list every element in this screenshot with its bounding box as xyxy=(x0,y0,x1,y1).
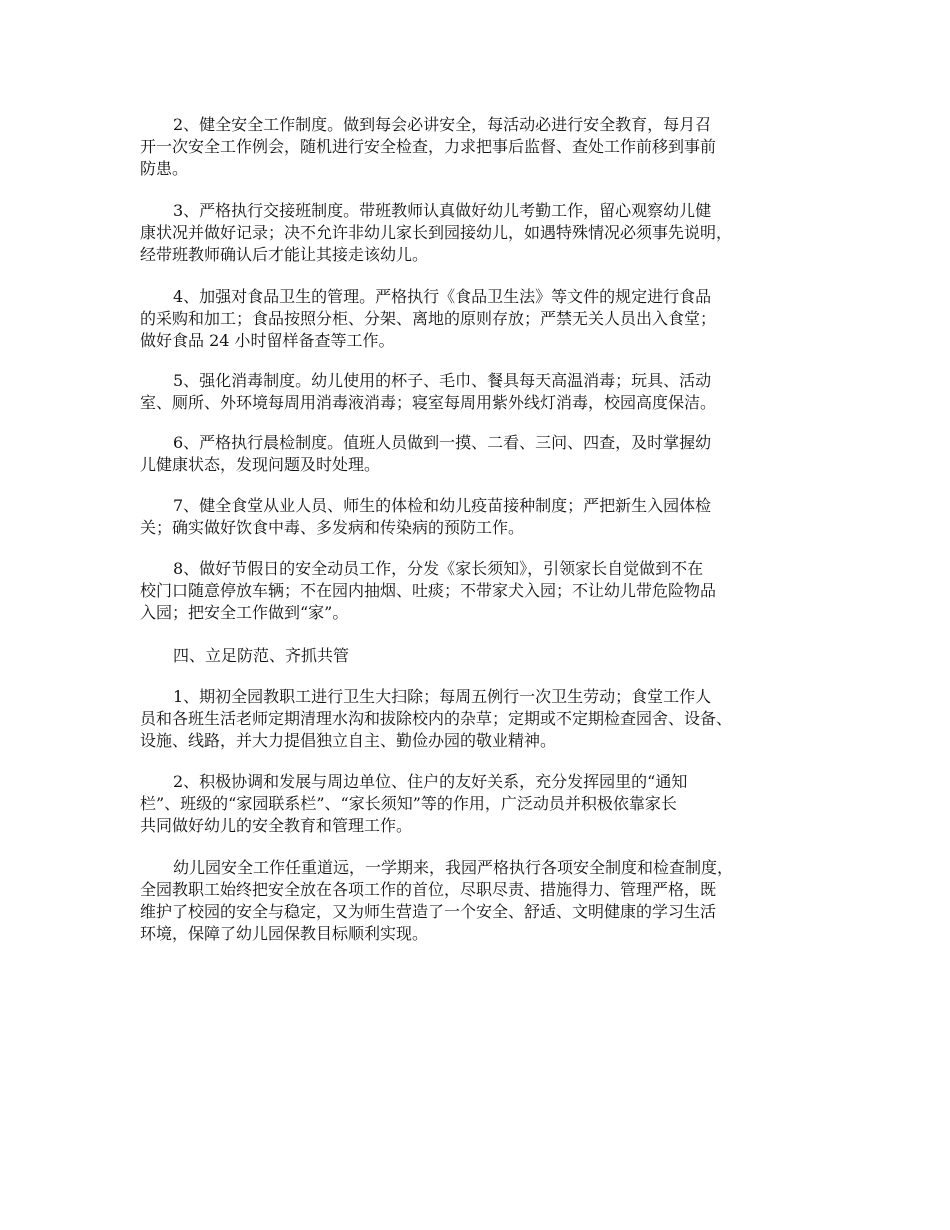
text-line: 5、强化消毒制度。幼儿使用的杯子、毛巾、餐具每天高温消毒；玩具、活动 xyxy=(173,371,712,390)
paragraph-disinfection xyxy=(140,370,820,414)
paragraph-morning-check xyxy=(140,432,820,476)
paragraph-health-exam xyxy=(140,495,820,539)
text-line: 防患。 xyxy=(140,159,189,178)
paragraph-safety-system xyxy=(140,114,820,180)
text-line: 的采购和加工；食品按照分柜、分架、离地的原则存放；严禁无关人员出入食堂； xyxy=(140,309,717,328)
text-line: 6、严格执行晨检制度。值班人员做到一摸、二看、三问、四查，及时掌握幼 xyxy=(173,433,712,452)
text-line: 幼儿园安全工作任重道远，一学期来，我园严格执行各项安全制度和检查制度， xyxy=(173,858,734,877)
paragraph-conclusion xyxy=(140,857,820,945)
text-line: 维护了校园的安全与稳定，又为师生营造了一个安全、舒适、文明健康的学习生活 xyxy=(140,902,717,921)
text-line: 8、做好节假日的安全动员工作，分发《家长须知》，引领家长自觉做到不在 xyxy=(173,559,704,578)
section-heading xyxy=(140,645,820,667)
text-line: 儿健康状态，发现问题及时处理。 xyxy=(140,455,381,474)
text-line: 4、加强对食品卫生的管理。严格执行《食品卫生法》等文件的规定进行食品 xyxy=(173,287,712,306)
paragraph-holiday-safety xyxy=(140,558,820,624)
text-line: 设施、线路，并大力提倡独立自主、勤俭办园的敬业精神。 xyxy=(140,731,557,750)
text-line: 3、严格执行交接班制度。带班教师认真做好幼儿考勤工作，留心观察幼儿健 xyxy=(173,201,712,220)
text-line: 1、期初全园教职工进行卫生大扫除；每周五例行一次卫生劳动；食堂工作人 xyxy=(173,687,712,706)
text-line: 2、积极协调和发展与周边单位、住户的友好关系，充分发挥园里的“通知 xyxy=(173,772,688,791)
text-line: 入园；把安全工作做到“家”。 xyxy=(140,603,349,622)
text-line: 栏”、班级的“家园联系栏”、“家长须知”等的作用，广泛动员并积极依靠家长 xyxy=(140,794,677,813)
text-line: 开一次安全工作例会，随机进行安全检查，力求把事后监督、查处工作前移到事前 xyxy=(140,137,717,156)
paragraph-handover-system xyxy=(140,200,820,266)
text-line: 7、健全食堂从业人员、师生的体检和幼儿疫苗接种制度；严把新生入园体检 xyxy=(173,496,712,515)
text-line: 员和各班生活老师定期清理水沟和拔除校内的杂草；定期或不定期检查园舍、设备、 xyxy=(140,709,733,728)
text-line: 2、健全安全工作制度。做到每会必讲安全，每活动必进行安全教育，每月召 xyxy=(173,115,712,134)
text-line: 室、厕所、外环境每周用消毒液消毒；寝室每周用紫外线灯消毒，校园高度保洁。 xyxy=(140,393,717,412)
text-line: 校门口随意停放车辆；不在园内抽烟、吐痰；不带家犬入园；不让幼儿带危险物品 xyxy=(140,581,717,600)
text-line: 关；确实做好饮食中毒、多发病和传染病的预防工作。 xyxy=(140,518,525,537)
heading-text: 四、立足防范、齐抓共管 xyxy=(173,646,350,665)
text-line: 共同做好幼儿的安全教育和管理工作。 xyxy=(140,816,413,835)
text-line: 全园教职工始终把安全放在各项工作的首位，尽职尽责、措施得力、管理严格，既 xyxy=(140,880,717,899)
text-line: 环境，保障了幼儿园保教目标顺利实现。 xyxy=(140,924,429,943)
paragraph-cleaning xyxy=(140,686,820,752)
paragraph-community-relations xyxy=(140,771,820,837)
text-line: 做好食品 24 小时留样备查等工作。 xyxy=(140,331,395,350)
text-line: 康状况并做好记录；决不允许非幼儿家长到园接幼儿，如遇特殊情况必须事先说明， xyxy=(140,223,733,242)
paragraph-food-hygiene xyxy=(140,286,820,352)
text-line: 经带班教师确认后才能让其接走该幼儿。 xyxy=(140,245,429,264)
